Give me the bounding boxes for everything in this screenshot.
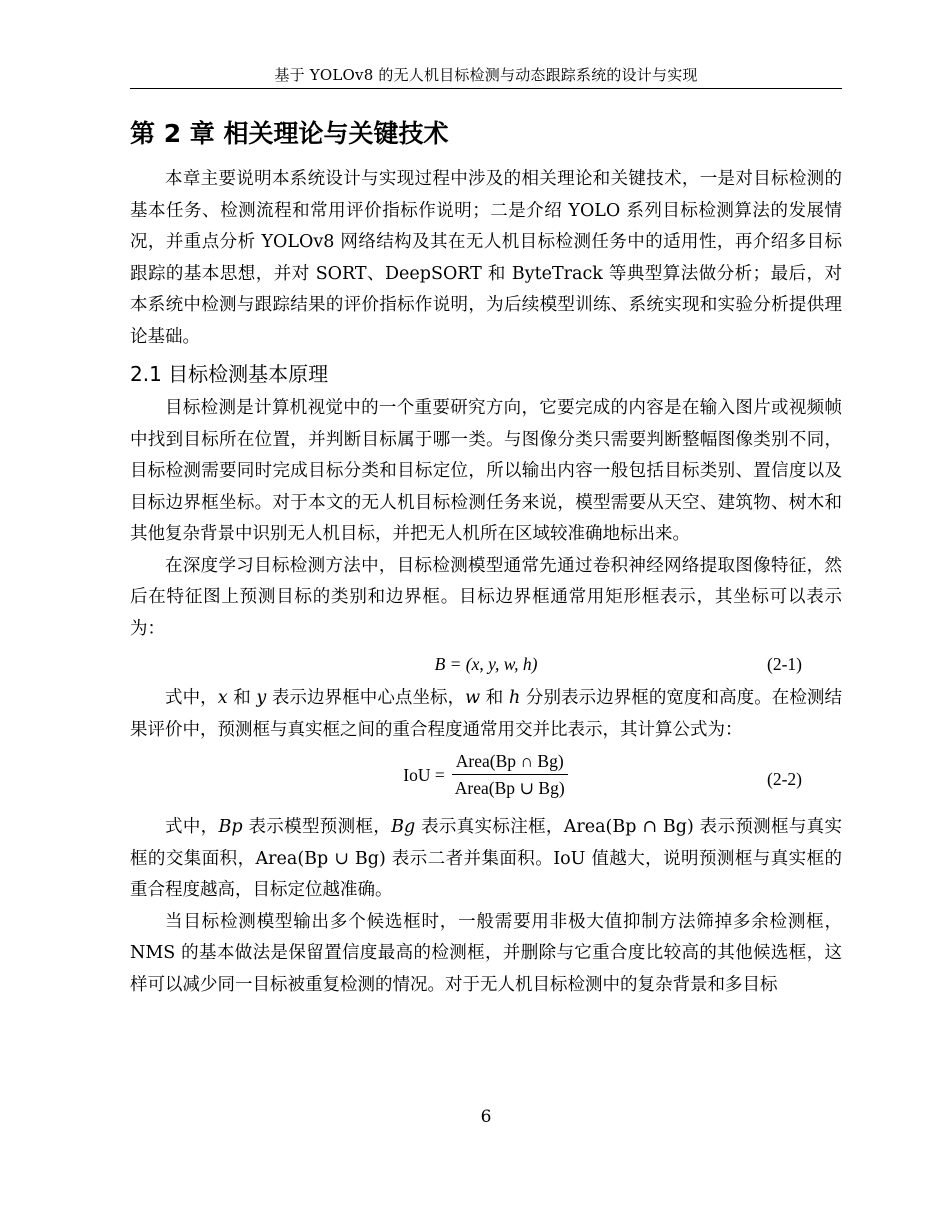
header-rule (130, 88, 842, 89)
equation-2-2-body (130, 746, 842, 801)
section-title: 2.1 目标检测基本原理 (130, 362, 329, 386)
equation-2-2-number: (2-2) (767, 769, 802, 789)
page-content (130, 104, 842, 1001)
equation-2-1-number: (2-1) (767, 654, 802, 674)
equation-2-1 (130, 645, 842, 683)
chapter-title: 第 2 章 相关理论与关键技术 (130, 119, 449, 148)
running-header: 基于 YOLOv8 的无人机目标检测与动态跟踪系统的设计与实现 (274, 66, 698, 84)
intro-paragraph: 本章主要说明本系统设计与实现过程中涉及的相关理论和关键技术，一是对目标检测的基本任务、检测流程和常用评价指标作说明；二是介绍 YOLO 系列目标检测算法的发展情况，并重点分析 YOLOv8 网络结构及其在无人机目标检测任务中的适用性，再介绍多目标跟踪的基本思想，并对 SORT、DeepSORT 和 ByteTrack 等典型算法做分析；最后，对本系统中检测与跟踪结果的评价指标作说明，为后续模型训练、系统实现和实验分析提供理论基础。 (130, 169, 842, 347)
iou-denominator: Area(Bp ∪ Bg) (454, 778, 565, 798)
paragraph-3: 式中，x 和 y 表示边界框中心点坐标，w 和 h 分别表示边界框的宽度和高度。在检测结果评价中，预测框与真实框之间的重合程度通常用交并比表示，其计算公式为： (130, 688, 842, 740)
paragraph-4: 式中，Bp 表示模型预测框，Bg 表示真实标注框，Area(Bp ∩ Bg) 表示预测框与真实框的交集面积，Area(Bp ∪ Bg) 表示二者并集面积。IoU 值越大，说明预测框与真实框的重合程度越高，目标定位越准确。 (130, 817, 843, 900)
iou-fraction (451, 748, 569, 801)
iou-lhs: IoU = (403, 764, 445, 785)
iou-numerator: Area(Bp ∩ Bg) (452, 748, 568, 775)
paragraph-2: 在深度学习目标检测方法中，目标检测模型通常先通过卷积神经网络提取图像特征，然后在特征图上预测目标的类别和边界框。目标边界框通常用矩形框表示，其坐标可以表示为： (130, 555, 842, 639)
equation-2-2 (130, 746, 842, 812)
page-number: 6 (480, 1107, 492, 1127)
paragraph-1: 目标检测是计算机视觉中的一个重要研究方向，它要完成的内容是在输入图片或视频帧中找到目标所在位置，并判断目标属于哪一类。与图像分类只需要判断整幅图像类别不同，目标检测需要同时完成目标分类和目标定位，所以输出内容一般包括目标类别、置信度以及目标边界框坐标。对于本文的无人机目标检测任务来说，模型需要从天空、建筑物、树木和其他复杂背景中识别无人机目标，并把无人机所在区域较准确地标出来。 (130, 398, 842, 544)
equation-2-1-body: B = (x, y, w, h) (434, 654, 538, 674)
paragraph-5: 当目标检测模型输出多个候选框时，一般需要用非极大值抑制方法筛掉多余检测框，NMS 的基本做法是保留置信度最高的检测框，并删除与它重合度比较高的其他候选框，这样可以减少同一目标被重复检测的情况。对于无人机目标检测中的复杂背景和多目标 (130, 911, 842, 995)
